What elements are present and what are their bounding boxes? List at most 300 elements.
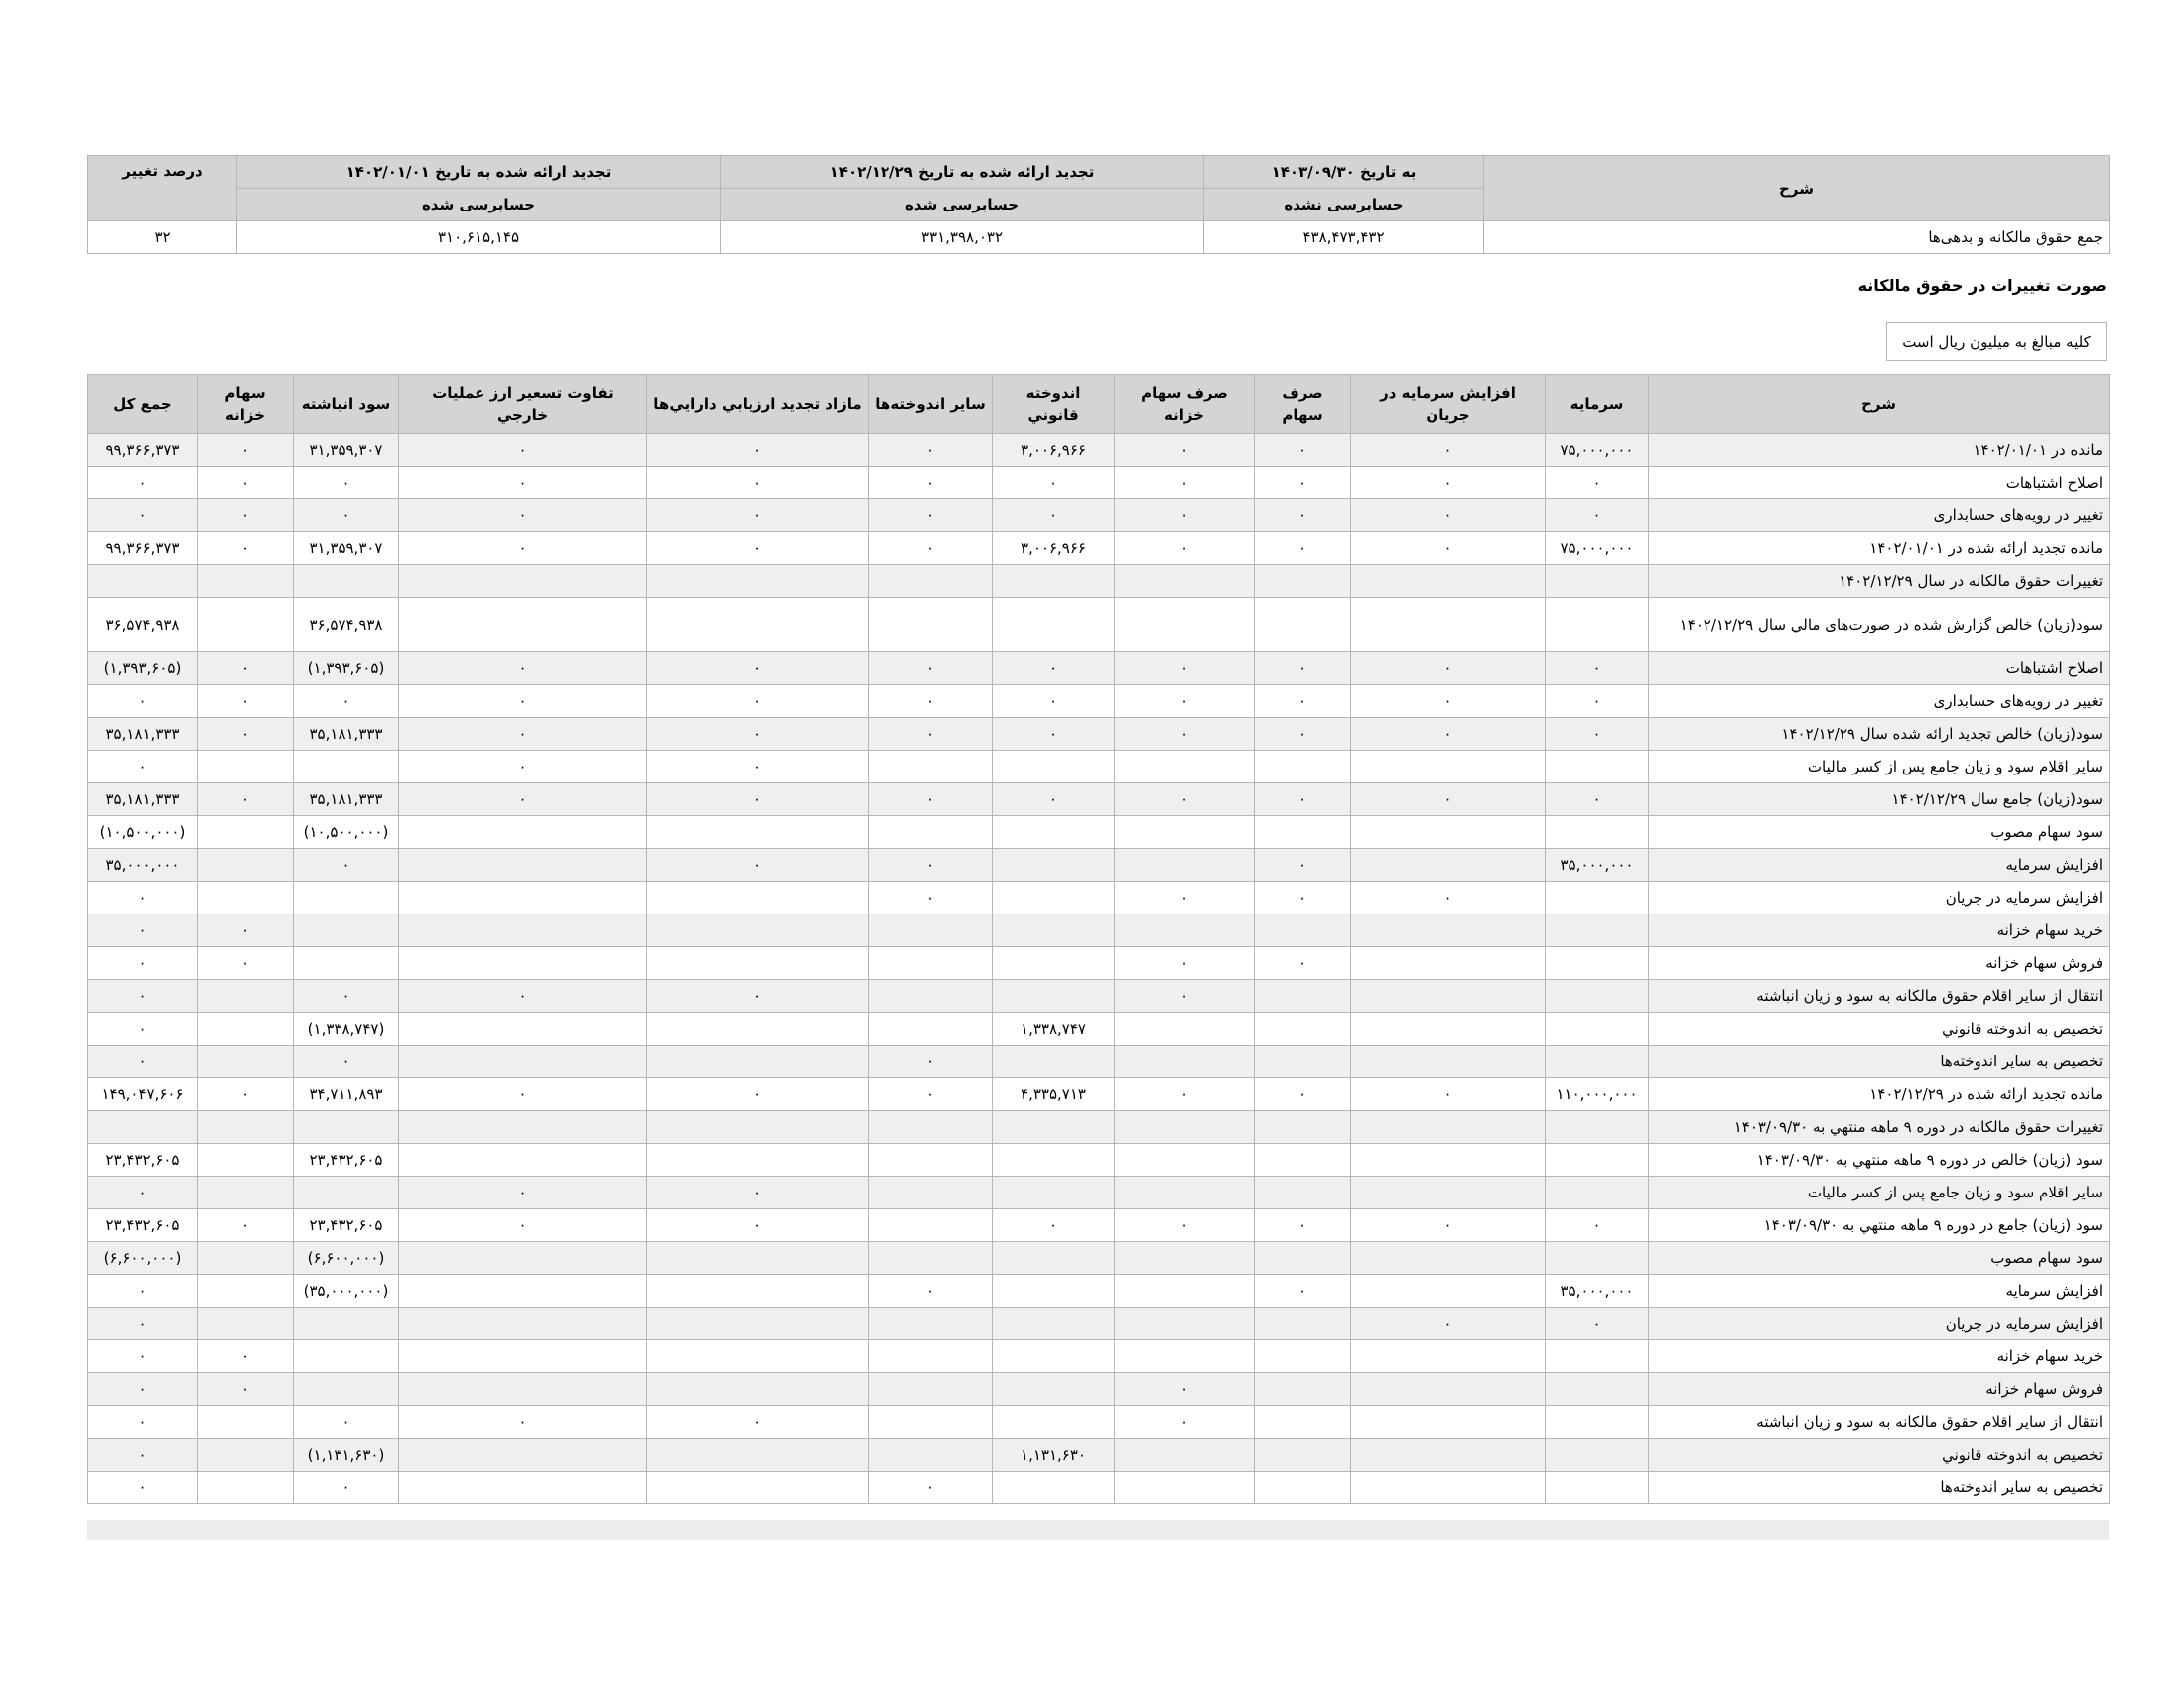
summary-header-col3-title: تجدید ارائه شده به تاریخ ۱۴۰۲/۰۱/۰۱ — [237, 156, 721, 189]
row-cell-c8 — [399, 565, 647, 598]
row-cell-c8 — [399, 914, 647, 947]
row-cell-c1 — [1546, 1144, 1649, 1177]
row-cell-c8 — [399, 947, 647, 980]
row-cell-c11: ۳۶,۵۷۴,۹۳۸ — [88, 598, 198, 652]
row-cell-c11: ۰ — [88, 1013, 198, 1046]
row-cell-c11: (۱,۳۹۳,۶۰۵) — [88, 652, 198, 685]
row-cell-c6 — [869, 1111, 993, 1144]
row-description: سود (زیان) جامع در دوره ۹ ماهه منتهي به ۱۴۰۳/۰۹/۳۰ — [1649, 1209, 2110, 1242]
row-cell-c5 — [993, 598, 1115, 652]
row-cell-c7 — [647, 1439, 869, 1472]
row-cell-c1 — [1546, 1439, 1649, 1472]
row-cell-c9: ۲۳,۴۳۲,۶۰۵ — [294, 1144, 399, 1177]
row-cell-c5: ۴,۳۳۵,۷۱۳ — [993, 1078, 1115, 1111]
row-cell-c3 — [1255, 1406, 1351, 1439]
row-description: سود سهام مصوب — [1649, 816, 2110, 849]
row-cell-c3 — [1255, 1308, 1351, 1340]
row-cell-c8 — [399, 1373, 647, 1406]
row-cell-c11: ۰ — [88, 1275, 198, 1308]
row-description: افزایش سرمایه — [1649, 1275, 2110, 1308]
table-row — [88, 816, 2110, 849]
row-cell-c3 — [1255, 1439, 1351, 1472]
row-cell-c10 — [198, 1013, 294, 1046]
row-cell-c2 — [1351, 1242, 1546, 1275]
row-cell-c2: ۰ — [1351, 1078, 1546, 1111]
table-row — [88, 751, 2110, 783]
row-cell-c2: ۰ — [1351, 1308, 1546, 1340]
row-description: تغییر در رویه‌های حسابداری — [1649, 685, 2110, 718]
row-cell-c11: ۹۹,۳۶۶,۳۷۳ — [88, 532, 198, 565]
row-cell-c8: ۰ — [399, 467, 647, 499]
row-cell-c10: ۰ — [198, 783, 294, 816]
row-cell-c10: ۰ — [198, 685, 294, 718]
row-cell-c5 — [993, 1144, 1115, 1177]
table-row — [88, 1340, 2110, 1373]
row-cell-c6 — [869, 1144, 993, 1177]
row-cell-c8 — [399, 816, 647, 849]
table-row — [88, 1406, 2110, 1439]
row-cell-c9: ۰ — [294, 499, 399, 532]
row-cell-c5: ۰ — [993, 783, 1115, 816]
row-cell-c5: ۰ — [993, 718, 1115, 751]
row-cell-c8 — [399, 1275, 647, 1308]
row-cell-c6 — [869, 1013, 993, 1046]
row-cell-c11: ۰ — [88, 1308, 198, 1340]
row-cell-c11 — [88, 1111, 198, 1144]
row-cell-c2: ۰ — [1351, 783, 1546, 816]
row-cell-c8 — [399, 849, 647, 882]
row-cell-c10 — [198, 882, 294, 914]
row-description: خرید سهام خزانه — [1649, 1340, 2110, 1373]
row-cell-c8: ۰ — [399, 532, 647, 565]
row-cell-c8: ۰ — [399, 652, 647, 685]
row-description: اصلاح اشتباهات — [1649, 652, 2110, 685]
row-cell-c3 — [1255, 914, 1351, 947]
row-cell-c6: ۰ — [869, 1472, 993, 1504]
row-cell-c2 — [1351, 1373, 1546, 1406]
row-cell-c2 — [1351, 1046, 1546, 1078]
row-cell-c7 — [647, 1013, 869, 1046]
row-cell-c10 — [198, 1406, 294, 1439]
row-cell-c3: ۰ — [1255, 467, 1351, 499]
row-cell-c5: ۰ — [993, 685, 1115, 718]
row-cell-c3: ۰ — [1255, 1078, 1351, 1111]
table-row — [88, 980, 2110, 1013]
equity-header-c11: جمع کل — [88, 375, 198, 434]
row-cell-c5 — [993, 1111, 1115, 1144]
row-cell-c5 — [993, 980, 1115, 1013]
row-description: سایر اقلام سود و زیان جامع پس از کسر مالیات — [1649, 751, 2110, 783]
row-cell-c8 — [399, 1144, 647, 1177]
row-cell-c10 — [198, 598, 294, 652]
row-cell-c1 — [1546, 816, 1649, 849]
row-cell-c4: ۰ — [1115, 1209, 1255, 1242]
row-cell-c4: ۰ — [1115, 652, 1255, 685]
row-cell-c6 — [869, 980, 993, 1013]
row-cell-c7: ۰ — [647, 434, 869, 467]
row-cell-c1: ۷۵,۰۰۰,۰۰۰ — [1546, 434, 1649, 467]
row-cell-c7: ۰ — [647, 1406, 869, 1439]
row-cell-c6 — [869, 816, 993, 849]
row-cell-c11 — [88, 565, 198, 598]
row-cell-c1 — [1546, 598, 1649, 652]
row-cell-c8: ۰ — [399, 783, 647, 816]
row-cell-c7 — [647, 914, 869, 947]
row-cell-c2 — [1351, 1111, 1546, 1144]
row-cell-c9: ۳۴,۷۱۱,۸۹۳ — [294, 1078, 399, 1111]
row-cell-c9: ۰ — [294, 1406, 399, 1439]
row-description: سود(زیان) خالص تجدید ارائه شده سال ۱۴۰۲/۱۲/۲۹ — [1649, 718, 2110, 751]
row-cell-c3: ۰ — [1255, 1275, 1351, 1308]
row-cell-c9: ۰ — [294, 980, 399, 1013]
row-cell-c11: ۰ — [88, 499, 198, 532]
row-cell-c7 — [647, 1046, 869, 1078]
row-cell-c1: ۳۵,۰۰۰,۰۰۰ — [1546, 849, 1649, 882]
row-cell-c10: ۰ — [198, 914, 294, 947]
row-cell-c5 — [993, 1242, 1115, 1275]
row-cell-c8: ۰ — [399, 1078, 647, 1111]
row-cell-c8 — [399, 1340, 647, 1373]
row-cell-c2: ۰ — [1351, 434, 1546, 467]
row-cell-c9 — [294, 947, 399, 980]
table-row — [88, 1308, 2110, 1340]
row-cell-c2 — [1351, 914, 1546, 947]
row-cell-c1 — [1546, 1406, 1649, 1439]
row-cell-c8 — [399, 1439, 647, 1472]
table-row — [88, 914, 2110, 947]
row-cell-c3 — [1255, 1013, 1351, 1046]
row-cell-c2 — [1351, 1439, 1546, 1472]
summary-header-col1-status: حسابرسی نشده — [1204, 189, 1484, 221]
row-cell-c6 — [869, 1209, 993, 1242]
summary-header-pct: درصد تغییر — [88, 156, 237, 221]
equity-header-c8: تفاوت تسعیر ارز عملیات خارجي — [399, 375, 647, 434]
summary-header-col2-status: حسابرسی شده — [721, 189, 1204, 221]
row-description: انتقال از سایر اقلام حقوق مالکانه به سود و زیان انباشته — [1649, 980, 2110, 1013]
row-cell-c9: ۰ — [294, 849, 399, 882]
row-cell-c11: ۰ — [88, 1046, 198, 1078]
row-cell-c4: ۰ — [1115, 499, 1255, 532]
row-cell-c9 — [294, 1177, 399, 1209]
row-cell-c7: ۰ — [647, 849, 869, 882]
row-cell-c6: ۰ — [869, 1078, 993, 1111]
row-description: فروش سهام خزانه — [1649, 1373, 2110, 1406]
row-description: مانده تجدید ارائه شده در ۱۴۰۲/۰۱/۰۱ — [1649, 532, 2110, 565]
row-cell-c2 — [1351, 1013, 1546, 1046]
row-cell-c1 — [1546, 1472, 1649, 1504]
row-cell-c6: ۰ — [869, 882, 993, 914]
row-cell-c5: ۱,۳۳۸,۷۴۷ — [993, 1013, 1115, 1046]
row-cell-c10 — [198, 1308, 294, 1340]
row-cell-c10: ۰ — [198, 532, 294, 565]
row-cell-c9: (۱,۳۳۸,۷۴۷) — [294, 1013, 399, 1046]
row-cell-c7: ۰ — [647, 467, 869, 499]
row-cell-c2 — [1351, 1472, 1546, 1504]
row-cell-c5: ۰ — [993, 1209, 1115, 1242]
row-cell-c9: ۰ — [294, 1046, 399, 1078]
row-cell-c2: ۰ — [1351, 467, 1546, 499]
row-cell-c1 — [1546, 1013, 1649, 1046]
table-row — [88, 1242, 2110, 1275]
table-row — [88, 1209, 2110, 1242]
equity-header-desc: شرح — [1649, 375, 2110, 434]
row-cell-c5: ۰ — [993, 499, 1115, 532]
row-cell-c7 — [647, 1275, 869, 1308]
row-cell-c1: ۰ — [1546, 499, 1649, 532]
table-row — [88, 783, 2110, 816]
row-cell-c3 — [1255, 1472, 1351, 1504]
row-cell-c1: ۰ — [1546, 718, 1649, 751]
row-cell-c3: ۰ — [1255, 783, 1351, 816]
row-cell-c1 — [1546, 947, 1649, 980]
row-description: تخصیص به سایر اندوخته‌ها — [1649, 1046, 2110, 1078]
row-cell-c10: ۰ — [198, 434, 294, 467]
row-cell-c11: ۳۵,۱۸۱,۳۳۳ — [88, 783, 198, 816]
row-cell-c2: ۰ — [1351, 652, 1546, 685]
row-cell-c9: ۳۱,۳۵۹,۳۰۷ — [294, 434, 399, 467]
row-cell-c4 — [1115, 1242, 1255, 1275]
row-cell-c7: ۰ — [647, 499, 869, 532]
row-cell-c6 — [869, 1439, 993, 1472]
row-cell-c2 — [1351, 751, 1546, 783]
equity-header-c3: صرف سهام — [1255, 375, 1351, 434]
row-cell-c7: ۰ — [647, 718, 869, 751]
row-cell-c6 — [869, 751, 993, 783]
row-description: تخصیص به اندوخته قانوني — [1649, 1439, 2110, 1472]
row-cell-c8: ۰ — [399, 1177, 647, 1209]
row-cell-c1: ۱۱۰,۰۰۰,۰۰۰ — [1546, 1078, 1649, 1111]
row-cell-c4 — [1115, 1111, 1255, 1144]
row-cell-c7 — [647, 1340, 869, 1373]
row-cell-c10 — [198, 1046, 294, 1078]
row-cell-c4 — [1115, 1013, 1255, 1046]
row-cell-c10 — [198, 1275, 294, 1308]
row-cell-c10 — [198, 1177, 294, 1209]
table-row — [88, 1177, 2110, 1209]
equity-changes-table — [87, 374, 2110, 1504]
row-cell-c2 — [1351, 1406, 1546, 1439]
row-description: افزایش سرمایه در جریان — [1649, 1308, 2110, 1340]
row-cell-c2 — [1351, 1275, 1546, 1308]
row-description: تخصیص به اندوخته قانوني — [1649, 1013, 2110, 1046]
row-cell-c8: ۰ — [399, 434, 647, 467]
row-cell-c9: ۲۳,۴۳۲,۶۰۵ — [294, 1209, 399, 1242]
row-cell-c5: ۳,۰۰۶,۹۶۶ — [993, 532, 1115, 565]
row-cell-c10: ۰ — [198, 947, 294, 980]
row-cell-c3: ۰ — [1255, 849, 1351, 882]
row-cell-c4: ۰ — [1115, 783, 1255, 816]
row-cell-c4: ۰ — [1115, 1078, 1255, 1111]
row-cell-c11: ۳۵,۰۰۰,۰۰۰ — [88, 849, 198, 882]
row-cell-c10 — [198, 1111, 294, 1144]
row-cell-c10 — [198, 1242, 294, 1275]
row-cell-c9 — [294, 751, 399, 783]
row-cell-c2 — [1351, 947, 1546, 980]
table-row — [88, 1373, 2110, 1406]
row-cell-c4 — [1115, 598, 1255, 652]
row-cell-c11: ۰ — [88, 1373, 198, 1406]
table-row — [88, 1439, 2110, 1472]
row-description: سود(زیان) خالص گزارش شده در صورت‌های مالي سال ۱۴۰۲/۱۲/۲۹ — [1649, 598, 2110, 652]
row-cell-c11: ۰ — [88, 1439, 198, 1472]
row-cell-c8 — [399, 882, 647, 914]
row-cell-c6: ۰ — [869, 532, 993, 565]
footer-bar — [87, 1520, 2109, 1540]
row-cell-c3 — [1255, 751, 1351, 783]
row-cell-c4: ۰ — [1115, 1373, 1255, 1406]
row-cell-c2: ۰ — [1351, 685, 1546, 718]
row-cell-c9: ۰ — [294, 467, 399, 499]
row-cell-c10 — [198, 1439, 294, 1472]
row-cell-c2 — [1351, 849, 1546, 882]
table-row — [88, 598, 2110, 652]
row-cell-c2 — [1351, 598, 1546, 652]
row-cell-c8: ۰ — [399, 685, 647, 718]
row-description: مانده در ۱۴۰۲/۰۱/۰۱ — [1649, 434, 2110, 467]
row-cell-c11: ۲۳,۴۳۲,۶۰۵ — [88, 1209, 198, 1242]
row-cell-c2 — [1351, 565, 1546, 598]
row-cell-c6 — [869, 1373, 993, 1406]
row-cell-c7: ۰ — [647, 1177, 869, 1209]
row-cell-c6 — [869, 565, 993, 598]
row-cell-c7: ۰ — [647, 685, 869, 718]
row-cell-c9: ۳۵,۱۸۱,۳۳۳ — [294, 718, 399, 751]
summary-row-v3: ۳۱۰,۶۱۵,۱۴۵ — [237, 221, 721, 254]
row-cell-c8 — [399, 1472, 647, 1504]
row-cell-c6: ۰ — [869, 467, 993, 499]
row-cell-c1: ۷۵,۰۰۰,۰۰۰ — [1546, 532, 1649, 565]
row-cell-c5 — [993, 914, 1115, 947]
row-cell-c11: (۱۰,۵۰۰,۰۰۰) — [88, 816, 198, 849]
row-description: تغییرات حقوق مالکانه در سال ۱۴۰۲/۱۲/۲۹ — [1649, 565, 2110, 598]
summary-header-col2-title: تجدید ارائه شده به تاریخ ۱۴۰۲/۱۲/۲۹ — [721, 156, 1204, 189]
row-cell-c5 — [993, 751, 1115, 783]
row-cell-c8: ۰ — [399, 499, 647, 532]
table-row — [88, 532, 2110, 565]
row-cell-c1: ۰ — [1546, 685, 1649, 718]
row-cell-c1 — [1546, 751, 1649, 783]
row-cell-c9 — [294, 1373, 399, 1406]
row-cell-c3: ۰ — [1255, 882, 1351, 914]
row-cell-c4: ۰ — [1115, 532, 1255, 565]
row-cell-c11: ۰ — [88, 980, 198, 1013]
row-cell-c1: ۰ — [1546, 783, 1649, 816]
table-row — [88, 1275, 2110, 1308]
row-cell-c10: ۰ — [198, 1340, 294, 1373]
row-cell-c8 — [399, 1046, 647, 1078]
row-cell-c7 — [647, 1472, 869, 1504]
summary-table — [87, 155, 2110, 254]
summary-header-desc: شرح — [1484, 156, 2110, 221]
row-cell-c2: ۰ — [1351, 1209, 1546, 1242]
row-cell-c1 — [1546, 565, 1649, 598]
row-cell-c5 — [993, 1472, 1115, 1504]
summary-row-v2: ۳۳۱,۳۹۸,۰۳۲ — [721, 221, 1204, 254]
row-cell-c3: ۰ — [1255, 685, 1351, 718]
row-cell-c10 — [198, 980, 294, 1013]
row-cell-c8 — [399, 598, 647, 652]
row-cell-c7 — [647, 1144, 869, 1177]
row-cell-c7: ۰ — [647, 532, 869, 565]
row-cell-c9: ۳۵,۱۸۱,۳۳۳ — [294, 783, 399, 816]
row-cell-c9: ۳۶,۵۷۴,۹۳۸ — [294, 598, 399, 652]
row-cell-c7: ۰ — [647, 783, 869, 816]
row-cell-c6: ۰ — [869, 718, 993, 751]
row-cell-c4: ۰ — [1115, 434, 1255, 467]
row-cell-c1: ۰ — [1546, 1209, 1649, 1242]
row-cell-c6: ۰ — [869, 1046, 993, 1078]
row-cell-c7: ۰ — [647, 652, 869, 685]
section-title: صورت تغییرات در حقوق مالکانه — [1857, 276, 2107, 295]
row-cell-c2 — [1351, 816, 1546, 849]
row-cell-c4 — [1115, 751, 1255, 783]
table-row — [88, 1078, 2110, 1111]
row-cell-c4: ۰ — [1115, 882, 1255, 914]
row-cell-c9: (۶,۶۰۰,۰۰۰) — [294, 1242, 399, 1275]
row-cell-c6 — [869, 1308, 993, 1340]
table-row — [88, 718, 2110, 751]
row-cell-c11: ۰ — [88, 467, 198, 499]
row-cell-c3: ۰ — [1255, 652, 1351, 685]
row-description: فروش سهام خزانه — [1649, 947, 2110, 980]
row-cell-c9 — [294, 1111, 399, 1144]
table-row — [88, 1046, 2110, 1078]
row-cell-c2: ۰ — [1351, 882, 1546, 914]
row-description: سایر اقلام سود و زیان جامع پس از کسر مالیات — [1649, 1177, 2110, 1209]
row-cell-c6: ۰ — [869, 849, 993, 882]
row-cell-c11: ۰ — [88, 882, 198, 914]
row-cell-c4: ۰ — [1115, 467, 1255, 499]
row-cell-c4 — [1115, 1472, 1255, 1504]
row-cell-c8 — [399, 1308, 647, 1340]
row-cell-c10 — [198, 849, 294, 882]
row-cell-c10 — [198, 565, 294, 598]
row-cell-c11: ۰ — [88, 1472, 198, 1504]
row-cell-c5 — [993, 1177, 1115, 1209]
row-cell-c4 — [1115, 849, 1255, 882]
row-description: خرید سهام خزانه — [1649, 914, 2110, 947]
row-cell-c6: ۰ — [869, 499, 993, 532]
table-row — [88, 652, 2110, 685]
row-cell-c11: ۰ — [88, 1177, 198, 1209]
equity-header-c9: سود انباشته — [294, 375, 399, 434]
row-cell-c6 — [869, 947, 993, 980]
row-cell-c4: ۰ — [1115, 980, 1255, 1013]
row-cell-c3 — [1255, 1340, 1351, 1373]
row-cell-c1: ۳۵,۰۰۰,۰۰۰ — [1546, 1275, 1649, 1308]
row-cell-c3: ۰ — [1255, 499, 1351, 532]
row-cell-c2: ۰ — [1351, 499, 1546, 532]
row-cell-c4 — [1115, 1308, 1255, 1340]
row-cell-c5 — [993, 1340, 1115, 1373]
row-cell-c9 — [294, 914, 399, 947]
unit-note: کلیه مبالغ به میلیون ریال است — [1886, 322, 2107, 361]
row-cell-c6 — [869, 1242, 993, 1275]
row-cell-c1 — [1546, 1177, 1649, 1209]
equity-header-c5: اندوخته قانوني — [993, 375, 1115, 434]
row-cell-c9: (۱,۳۹۳,۶۰۵) — [294, 652, 399, 685]
row-cell-c4 — [1115, 1340, 1255, 1373]
row-cell-c3 — [1255, 598, 1351, 652]
row-description: سود(زیان) جامع سال ۱۴۰۲/۱۲/۲۹ — [1649, 783, 2110, 816]
row-cell-c8: ۰ — [399, 1209, 647, 1242]
row-cell-c5 — [993, 565, 1115, 598]
table-row — [88, 1144, 2110, 1177]
row-cell-c8: ۰ — [399, 718, 647, 751]
row-cell-c10 — [198, 751, 294, 783]
row-cell-c7 — [647, 1373, 869, 1406]
row-cell-c7: ۰ — [647, 751, 869, 783]
